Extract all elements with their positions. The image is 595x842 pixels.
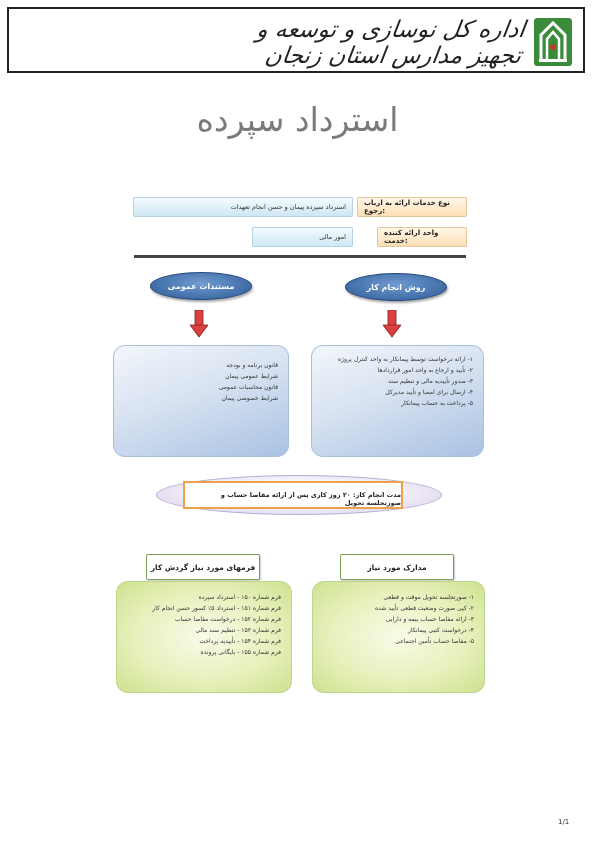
list-item: ۴- درخواست کتبی پیمانکار	[407, 627, 474, 634]
list-item: قانون برنامه و بودجه	[226, 362, 278, 369]
list-item: فرم شماره ۱۵۳ - تنظیم سند مالی	[195, 627, 281, 634]
page-header	[7, 7, 585, 73]
service-type-value: استرداد سپرده پیمان و حسن انجام تعهدات	[133, 197, 353, 217]
provider-unit-value: امور مالی	[252, 227, 353, 247]
down-arrow-icon	[190, 310, 208, 338]
method-oval: روش انجام کار	[345, 273, 447, 301]
section-divider	[134, 255, 466, 258]
school-emblem-icon	[533, 17, 573, 67]
service-type-label: نوع خدمات ارائه به ارباب رجوع:	[357, 197, 467, 217]
list-item: ۲- کپی صورت وضعیت قطعی تأیید شده	[375, 605, 474, 612]
list-item: فرم شماره ۱۵۵ - بایگانی پرونده	[200, 649, 281, 656]
workflow-forms-tag: فرمهای مورد نیاز گردش کار	[146, 554, 260, 580]
list-item: قانون محاسبات عمومی	[218, 384, 278, 391]
list-item: ۱- صورتجلسه تحویل موقت و قطعی	[383, 594, 474, 601]
list-item: ۱- ارائه درخواست توسط پیمانکار به واحد کنترل پروژه	[337, 356, 473, 363]
list-item: ۴- ارسال برای امضا و تأیید مدیرکل	[385, 389, 473, 396]
list-item: شرایط خصوصی پیمان	[221, 395, 278, 402]
list-item: ۳- صدور تأییدیه مالی و تنظیم سند	[388, 378, 473, 385]
general-docs-oval: مستندات عمومی	[150, 272, 252, 300]
list-item: فرم شماره ۱۵۴ - تأییدیه پرداخت	[199, 638, 281, 645]
workflow-forms-panel	[116, 581, 292, 693]
page-number: 1/1	[558, 818, 570, 826]
list-item: شرایط عمومی پیمان	[225, 373, 278, 380]
required-docs-panel	[312, 581, 485, 693]
provider-unit-label: واحد ارائه کننده خدمت:	[377, 227, 467, 247]
organization-name: اداره کل نوسازی و توسعه و تجهیز مدارس استان زنجان	[255, 17, 527, 69]
duration-text: مدت انجام کار: ۲۰ روز کاری پس از ارائه مفاصا حساب و صورتجلسه تحویل	[183, 481, 403, 509]
page-title: استرداد سپرده	[196, 100, 399, 139]
list-item: ۲- تأیید و ارجاع به واحد امور قراردادها	[377, 367, 473, 374]
general-docs-panel	[113, 345, 289, 457]
down-arrow-icon	[383, 310, 401, 338]
method-panel	[311, 345, 484, 457]
list-item: ۳- ارائه مفاصا حساب بیمه و دارایی	[385, 616, 474, 623]
required-docs-tag: مدارک مورد نیاز	[340, 554, 454, 580]
list-item: فرم شماره ۱۵۰ - استرداد سپرده	[198, 594, 281, 601]
list-item: فرم شماره ۱۵۱ - استرداد ۵٪ کسور حسن انجام کار	[152, 605, 281, 612]
list-item: ۵- مفاصا حساب تأمین اجتماعی	[395, 638, 474, 645]
list-item: فرم شماره ۱۵۲ - درخواست مفاصا حساب	[174, 616, 281, 623]
list-item: ۵- پرداخت به حساب پیمانکار	[401, 400, 473, 407]
